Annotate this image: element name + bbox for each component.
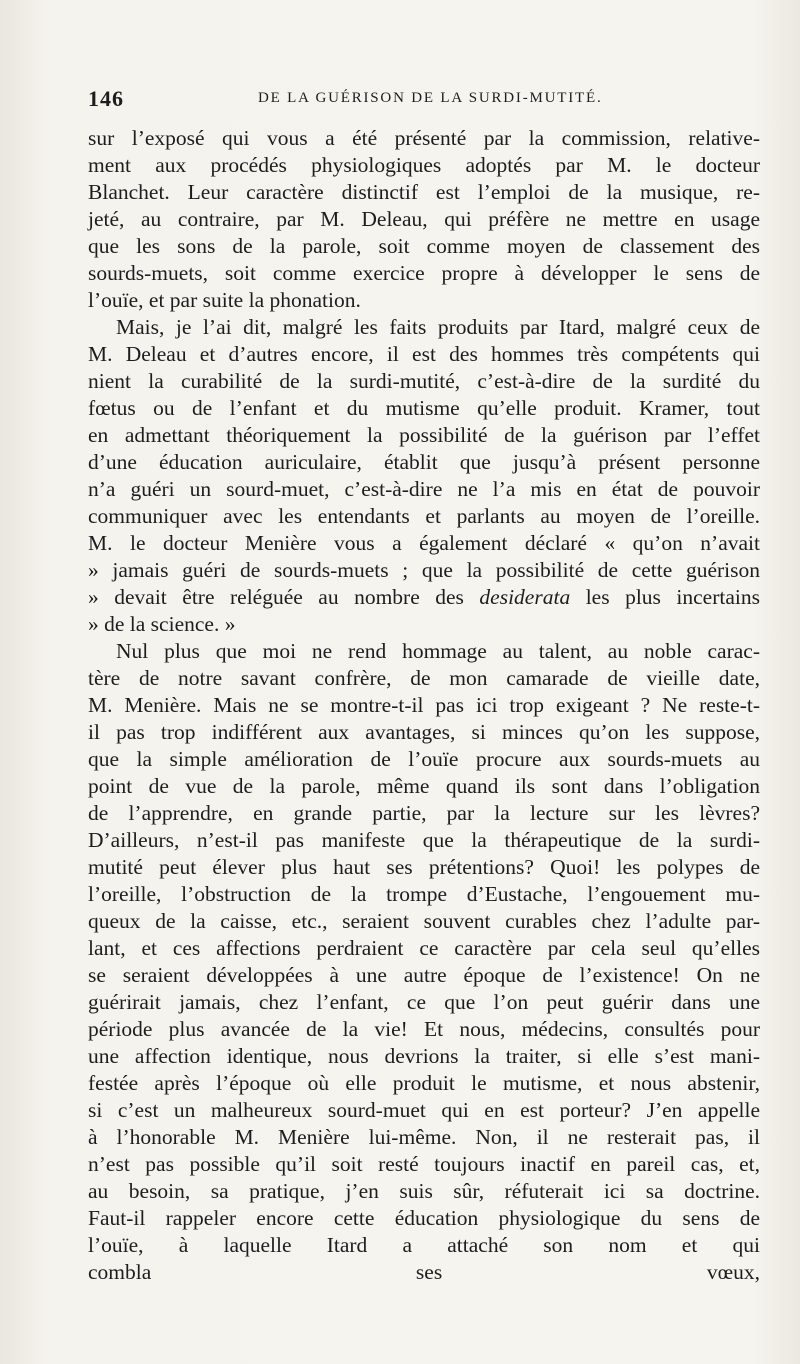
text-line-with-italic [88, 584, 760, 611]
text-line: de l’apprendre, en grande partie, par la lecture sur les lèvres? [88, 801, 760, 825]
text-line: tère de notre savant confrère, de mon camarade de vieille date, [88, 666, 760, 690]
text-line: Nul plus que moi ne rend hommage au talent, au noble carac- [116, 639, 760, 663]
text-run: combla ses vœux, [88, 1260, 760, 1284]
page-header [88, 86, 760, 116]
text-line: si c’est un malheureux sourd-muet qui en est porteur? J’en appelle [88, 1098, 760, 1122]
text-line: en admettant théoriquement la possibilité de la guérison par l’effet [88, 423, 760, 447]
text-line-with-italic [88, 1259, 760, 1286]
text-line: nient la curabilité de la surdi-mutité, c’est-à-dire de la surdité du [88, 369, 760, 393]
text-run: les plus incertains [570, 585, 760, 609]
text-line: M. Deleau et d’autres encore, il est des hommes très compétents qui [88, 342, 760, 366]
text-line: n’a guéri un sourd-muet, c’est-à-dire ne l’a mis en état de pouvoir [88, 477, 760, 501]
text-line: se seraient développées à une autre époque de l’existence! On ne [88, 963, 760, 987]
text-line: sourds-muets, soit comme exercice propre à développer le sens de [88, 261, 760, 285]
text-line: lant, et ces affections perdraient ce caractère par cela seul qu’elles [88, 936, 760, 960]
text-line: au besoin, sa pratique, j’en suis sûr, réfuterait ici sa doctrine. [88, 1179, 760, 1203]
text-line: D’ailleurs, n’est-il pas manifeste que la thérapeutique de la surdi- [88, 828, 760, 852]
text-line: festée après l’époque où elle produit le mutisme, et nous abstenir, [88, 1071, 760, 1095]
text-line: l’ouïe, et par suite la phonation. [88, 288, 361, 312]
text-line: jeté, au contraire, par M. Deleau, qui préfère ne mettre en usage [88, 207, 760, 231]
text-line: point de vue de la parole, même quand ils sont dans l’obligation [88, 774, 760, 798]
text-run: » devait être reléguée au nombre des [88, 585, 464, 609]
text-line: mutité peut élever plus haut ses prétentions? Quoi! les polypes de [88, 855, 760, 879]
page-number: 146 [88, 86, 124, 111]
text-line: d’une éducation auriculaire, établit que jusqu’à présent personne [88, 450, 760, 474]
text-line: Mais, je l’ai dit, malgré les faits produits par Itard, malgré ceux de [116, 315, 760, 339]
text-line: M. le docteur Menière vous a également déclaré « qu’on n’avait [88, 531, 760, 555]
running-title: DE LA GUÉRISON DE LA SURDI-MUTITÉ. [258, 90, 603, 106]
text-line: sur l’exposé qui vous a été présenté par la commission, relative- [88, 126, 760, 150]
text-line: fœtus ou de l’enfant et du mutisme qu’elle produit. Kramer, tout [88, 396, 760, 420]
text-line: à l’honorable M. Menière lui-même. Non, il ne resterait pas, il [88, 1125, 760, 1149]
page-body [88, 125, 760, 1286]
text-line: » jamais guéri de sourds-muets ; que la possibilité de cette guérison [88, 558, 760, 582]
text-line: n’est pas possible qu’il soit resté toujours inactif en pareil cas, et, [88, 1152, 760, 1176]
text-line: période plus avancée de la vie! Et nous, médecins, consultés pour [88, 1017, 760, 1041]
text-line: il pas trop indifférent aux avantages, si minces qu’on les suppose, [88, 720, 760, 744]
text-line: Faut-il rappeler encore cette éducation physiologique du sens de [88, 1206, 760, 1230]
italic-term: desiderata [479, 585, 571, 609]
text-line: l’ouïe, à laquelle Itard a attaché son nom et qui [88, 1233, 760, 1257]
text-line: » de la science. » [88, 612, 236, 636]
text-line: queux de la caisse, etc., seraient souvent curables chez l’adulte par- [88, 909, 760, 933]
text-line: que la simple amélioration de l’ouïe procure aux sourds-muets au [88, 747, 760, 771]
text-line: guérirait jamais, chez l’enfant, ce que l’on peut guérir dans une [88, 990, 760, 1014]
text-line: M. Menière. Mais ne se montre-t-il pas ici trop exigeant ? Ne reste-t- [88, 693, 760, 717]
text-line: ment aux procédés physiologiques adoptés par M. le docteur [88, 153, 760, 177]
text-line: l’oreille, l’obstruction de la trompe d’Eustache, l’engouement mu- [88, 882, 760, 906]
text-line: que les sons de la parole, soit comme moyen de classement des [88, 234, 760, 258]
text-line: communiquer avec les entendants et parlants au moyen de l’oreille. [88, 504, 760, 528]
text-line: Blanchet. Leur caractère distinctif est l’emploi de la musique, re- [88, 180, 760, 204]
text-line: une affection identique, nous devrions la traiter, si elle s’est mani- [88, 1044, 760, 1068]
